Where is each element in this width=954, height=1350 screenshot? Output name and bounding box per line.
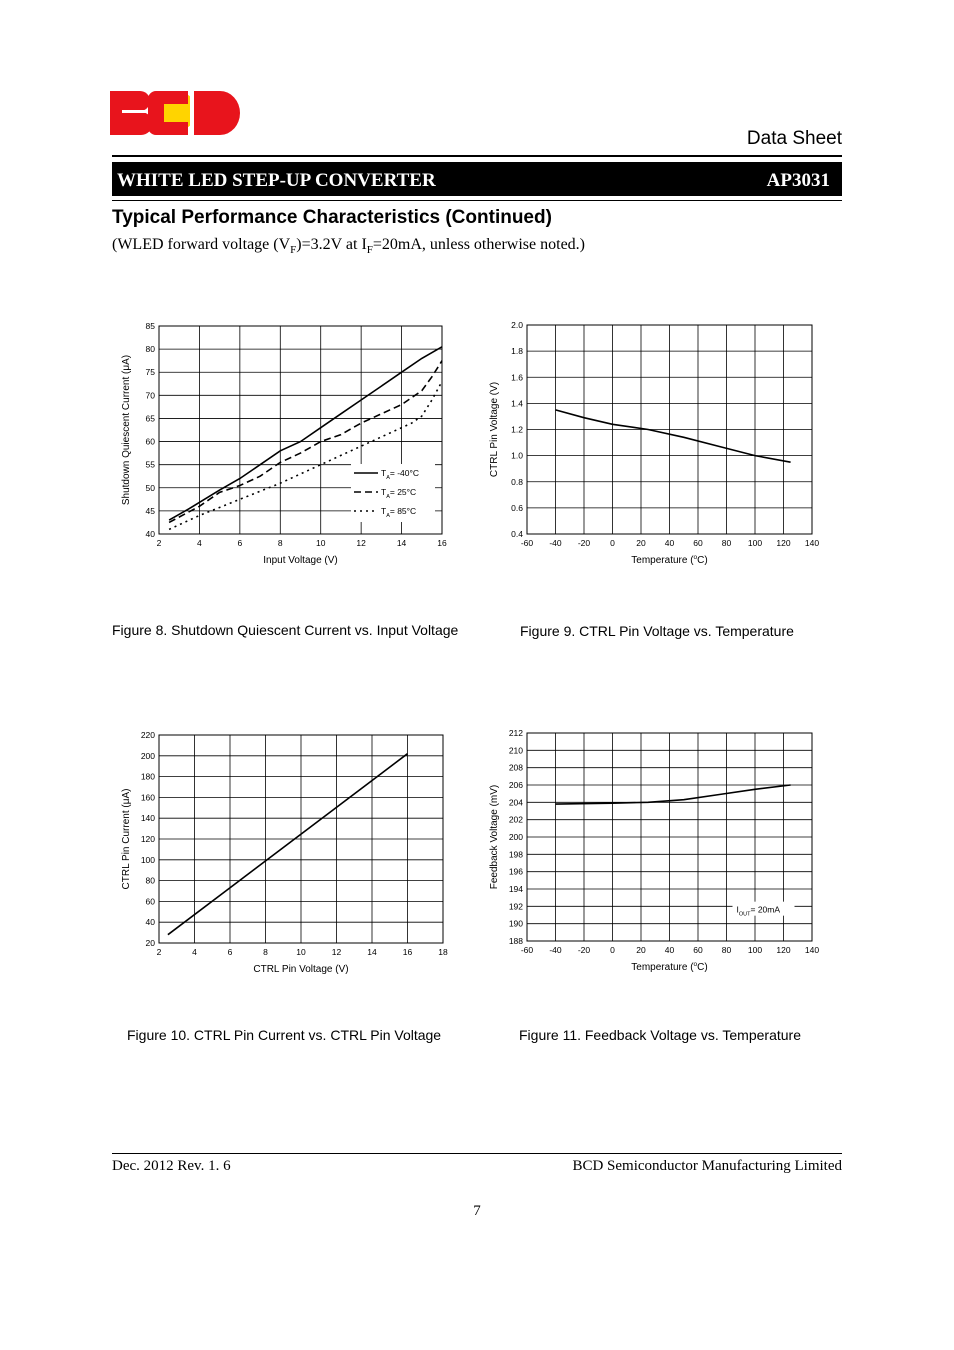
section-title: Typical Performance Characteristics (Continued) — [112, 207, 552, 228]
bcd-logo — [110, 88, 242, 138]
y-tick-label: 180 — [140, 771, 155, 782]
y-tick-label: 204 — [508, 797, 523, 808]
legend-entry: $T_A= 25^\circ C$ — [381, 487, 417, 500]
footer-rule — [112, 1153, 842, 1154]
legend-entry: $T_A= -40^\circ C$ — [381, 468, 420, 481]
y-axis-label: CTRL Pin Voltage (V) — [489, 381, 500, 478]
part-number: AP3031 — [766, 170, 830, 191]
y-tick-label: 80 — [145, 344, 155, 355]
x-tick-label: -60 — [520, 538, 534, 548]
x-tick-label: 100 — [747, 538, 763, 548]
x-tick-label: -40 — [549, 945, 562, 955]
y-tick-label: 50 — [145, 482, 155, 493]
product-title: WHITE LED STEP-UP CONVERTER — [117, 170, 436, 191]
y-tick-label: 1.4 — [511, 398, 523, 409]
x-tick-label: 6 — [237, 538, 243, 548]
y-tick-label: 2.0 — [511, 320, 523, 330]
figure-9-caption: Figure 9. CTRL Pin Voltage vs. Temperature — [520, 623, 794, 639]
chart-fig10 — [100, 720, 460, 985]
y-tick-label: 1.6 — [511, 372, 523, 383]
y-tick-label: 188 — [508, 936, 523, 946]
x-axis-label: Temperature ($^o$C) — [631, 961, 708, 973]
x-tick-label: 2 — [156, 947, 162, 957]
footer-date: Dec. 2012 Rev. 1. 6 — [112, 1158, 231, 1174]
x-tick-label: 4 — [192, 947, 197, 957]
y-tick-label: 55 — [145, 459, 155, 470]
x-axis-label: CTRL Pin Voltage (V) — [253, 964, 349, 975]
x-tick-label: 14 — [367, 947, 377, 957]
x-tick-label: -60 — [520, 945, 534, 955]
y-tick-label: 70 — [145, 390, 155, 401]
x-axis-label: Input Voltage (V) — [263, 555, 338, 566]
y-tick-label: 208 — [508, 762, 523, 773]
y-tick-label: 200 — [140, 750, 155, 761]
y-tick-label: 65 — [145, 413, 155, 424]
y-tick-label: 196 — [508, 866, 523, 877]
x-tick-label: 6 — [227, 947, 233, 957]
logo-d-stem — [194, 91, 208, 135]
x-tick-label: 14 — [396, 538, 407, 548]
x-tick-label: 16 — [437, 538, 447, 548]
x-tick-label: 12 — [331, 947, 342, 957]
x-tick-label: 80 — [721, 538, 732, 548]
x-tick-label: 4 — [197, 538, 202, 548]
x-axis-label: Temperature ($^o$C) — [631, 554, 708, 566]
chart-fig11 — [480, 720, 840, 985]
y-tick-label: 60 — [145, 436, 155, 447]
x-tick-label: 60 — [693, 538, 703, 548]
y-tick-label: 206 — [508, 780, 523, 790]
test-condition: (WLED forward voltage $(V_F)=3.2V$ at $I_F=20mA$, unless otherwise noted.) — [112, 236, 586, 257]
y-tick-label: 1.2 — [511, 424, 523, 435]
logo-b-gap — [122, 110, 146, 113]
doc-type-label: Data Sheet — [746, 128, 842, 149]
y-tick-label: 120 — [140, 834, 155, 844]
y-tick-label: 45 — [145, 505, 155, 516]
y-tick-label: 194 — [508, 884, 523, 894]
x-tick-label: 120 — [776, 538, 791, 548]
x-tick-label: 2 — [156, 538, 162, 548]
title-bar — [112, 162, 842, 196]
chart-fig8 — [100, 310, 460, 570]
y-tick-label: 100 — [140, 854, 155, 865]
y-tick-label: 220 — [140, 730, 155, 740]
y-tick-label: 40 — [145, 529, 155, 539]
x-tick-label: 80 — [721, 945, 732, 955]
y-tick-label: 0.4 — [511, 529, 523, 539]
y-tick-label: 140 — [140, 813, 155, 824]
figure-11-caption: Figure 11. Feedback Voltage vs. Temperature — [519, 1027, 801, 1043]
x-tick-label: 20 — [636, 538, 646, 548]
annotation-label: $I_{OUT}= 20mA$ — [736, 904, 781, 918]
x-tick-label: 0 — [610, 945, 615, 955]
x-tick-label: 140 — [804, 945, 820, 955]
x-tick-label: 8 — [263, 947, 268, 957]
x-tick-label: 40 — [664, 945, 675, 955]
x-tick-label: 16 — [402, 947, 413, 957]
x-tick-label: 18 — [438, 947, 448, 957]
x-tick-label: 60 — [693, 945, 703, 955]
y-tick-label: 0.6 — [511, 502, 523, 513]
page-number: 7 — [473, 1203, 481, 1219]
y-axis-label: Feedback Voltage (mV) — [489, 784, 500, 890]
x-tick-label: 10 — [296, 947, 306, 957]
x-tick-label: 120 — [776, 945, 791, 955]
x-tick-label: -40 — [549, 538, 562, 548]
y-axis-label: Shutdown Quiescent Current (μA) — [121, 354, 132, 506]
y-tick-label: 0.8 — [511, 476, 523, 487]
series-line-1 — [168, 754, 408, 935]
y-tick-label: 20 — [145, 938, 155, 948]
y-tick-label: 198 — [508, 849, 523, 860]
y-axis-label: CTRL Pin Current (μA) — [121, 788, 132, 890]
x-tick-label: 0 — [610, 538, 615, 548]
x-tick-label: 40 — [664, 538, 675, 548]
logo-b-stem — [110, 91, 124, 135]
y-tick-label: 85 — [145, 321, 155, 331]
y-tick-label: 192 — [508, 901, 523, 912]
figure-10-caption: Figure 10. CTRL Pin Current vs. CTRL Pin Voltage — [127, 1027, 442, 1043]
x-tick-label: -20 — [577, 945, 591, 955]
legend-entry: $T_A= 85^\circ C$ — [381, 506, 417, 519]
y-tick-label: 210 — [508, 745, 523, 756]
y-tick-label: 212 — [508, 728, 523, 738]
x-tick-label: 8 — [277, 538, 283, 548]
x-tick-label: 20 — [636, 945, 646, 955]
header-rule — [112, 155, 842, 157]
footer-company: BCD Semiconductor Manufacturing Limited — [572, 1158, 842, 1174]
y-tick-label: 160 — [140, 792, 155, 803]
y-tick-label: 202 — [508, 814, 523, 825]
y-tick-label: 200 — [508, 832, 523, 842]
x-tick-label: 12 — [356, 538, 366, 548]
logo-gap — [190, 91, 194, 135]
x-tick-label: -20 — [577, 538, 591, 548]
logo-b-top — [124, 91, 150, 111]
title-rule — [112, 200, 842, 201]
y-tick-label: 190 — [508, 918, 523, 929]
y-tick-label: 60 — [145, 896, 155, 907]
chart-fig9 — [480, 310, 840, 570]
figure-8-caption: Figure 8. Shutdown Quiescent Current vs. Input Voltage — [112, 622, 459, 638]
logo-d-bowl — [208, 91, 240, 135]
y-tick-label: 80 — [145, 875, 155, 886]
y-tick-label: 40 — [145, 917, 155, 928]
y-tick-label: 1.0 — [511, 450, 523, 461]
x-tick-label: 100 — [747, 945, 763, 955]
x-tick-label: 140 — [804, 538, 820, 548]
y-tick-label: 1.8 — [511, 346, 523, 357]
x-tick-label: 10 — [315, 538, 326, 548]
y-tick-label: 75 — [145, 367, 155, 378]
